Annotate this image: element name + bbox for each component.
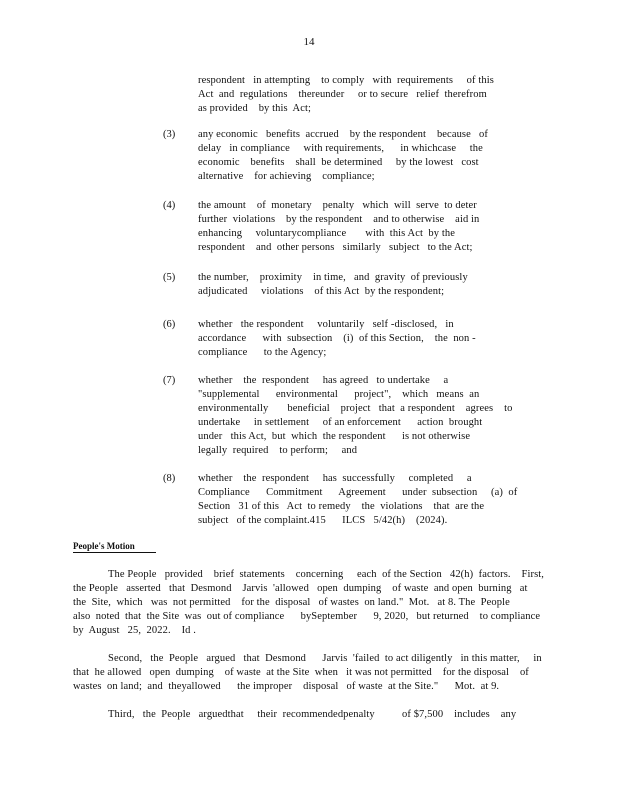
- item-number: (4): [163, 200, 176, 211]
- paragraph-line: Third, the People arguedthat their recommendedpenalty of $7,500 includes any: [108, 709, 517, 720]
- intro-line: respondent in attempting to comply with requirements of this: [198, 75, 494, 86]
- item-number: (3): [163, 129, 176, 140]
- item-line: legally required to perform; and: [198, 445, 358, 456]
- paragraph-line: wastes on land; and theyallowed the improper disposal of waste at the Site." Mot. at 9.: [73, 681, 500, 692]
- item-line: the number, proximity in time, and gravity of previously: [198, 272, 468, 283]
- intro-line: Act and regulations thereunder or to secure relief therefrom: [198, 89, 487, 100]
- item-line: whether the respondent has successfully completed a: [198, 473, 472, 484]
- paragraph-line: also noted that the Site was out of compliance bySeptember 9, 2020, but returned to compliance: [73, 611, 541, 622]
- item-line: under this Act, but which the respondent is not otherwise: [198, 431, 471, 442]
- item-line: economic benefits shall be determined by the lowest cost: [198, 157, 479, 168]
- item-line: any economic benefits accrued by the respondent because of: [198, 129, 488, 140]
- item-line: whether the respondent has agreed to undertake a: [198, 375, 449, 386]
- paragraph-line: Second, the People argued that Desmond Jarvis 'failed to act diligently in this matter, in: [108, 653, 542, 664]
- item-line: compliance to the Agency;: [198, 347, 327, 358]
- item-line: accordance with subsection (i) of this Section, the non -: [198, 333, 476, 344]
- paragraph-line: The People provided brief statements concerning each of the Section 42(h) factors. First,: [108, 569, 545, 580]
- heading-underline: [73, 552, 156, 553]
- intro-line: as provided by this Act;: [198, 103, 312, 114]
- item-line: "supplemental environmental project", which means an: [198, 389, 480, 400]
- item-line: adjudicated violations of this Act by the respondent;: [198, 286, 445, 297]
- item-line: the amount of monetary penalty which will serve to deter: [198, 200, 477, 211]
- item-line: further violations by the respondent and to otherwise aid in: [198, 214, 480, 225]
- paragraph-line: the Site, which was not permitted for the disposal of wastes on land." Mot. at 8. The People: [73, 597, 510, 608]
- item-line: respondent and other persons similarly subject to the Act;: [198, 242, 473, 253]
- paragraph-line: by August 25, 2022. Id .: [73, 625, 196, 636]
- item-number: (7): [163, 375, 176, 386]
- section-heading: People's Motion: [73, 541, 135, 551]
- item-line: enhancing voluntarycompliance with this Act by the: [198, 228, 455, 239]
- paragraph-line: the People asserted that Desmond Jarvis 'allowed open dumping of waste and open burning at: [73, 583, 528, 594]
- item-line: Section 31 of this Act to remedy the violations that are the: [198, 501, 485, 512]
- item-line: environmentally beneficial project that a respondent agrees to: [198, 403, 513, 414]
- page-number: 14: [303, 36, 315, 48]
- item-line: Compliance Commitment Agreement under subsection (a) of: [198, 487, 518, 498]
- item-number: (6): [163, 319, 176, 330]
- item-line: delay in compliance with requirements, in whichcase the: [198, 143, 483, 154]
- item-line: undertake in settlement of an enforcement action brought: [198, 417, 483, 428]
- item-number: (8): [163, 473, 176, 484]
- paragraph-line: that he allowed open dumping of waste at the Site when it was not permitted for the disposal of: [73, 667, 529, 678]
- item-line: whether the respondent voluntarily self -disclosed, in: [198, 319, 454, 330]
- item-number: (5): [163, 272, 176, 283]
- item-line: alternative for achieving compliance;: [198, 171, 375, 182]
- item-line: subject of the complaint.415 ILCS 5/42(h) (2024).: [198, 515, 448, 526]
